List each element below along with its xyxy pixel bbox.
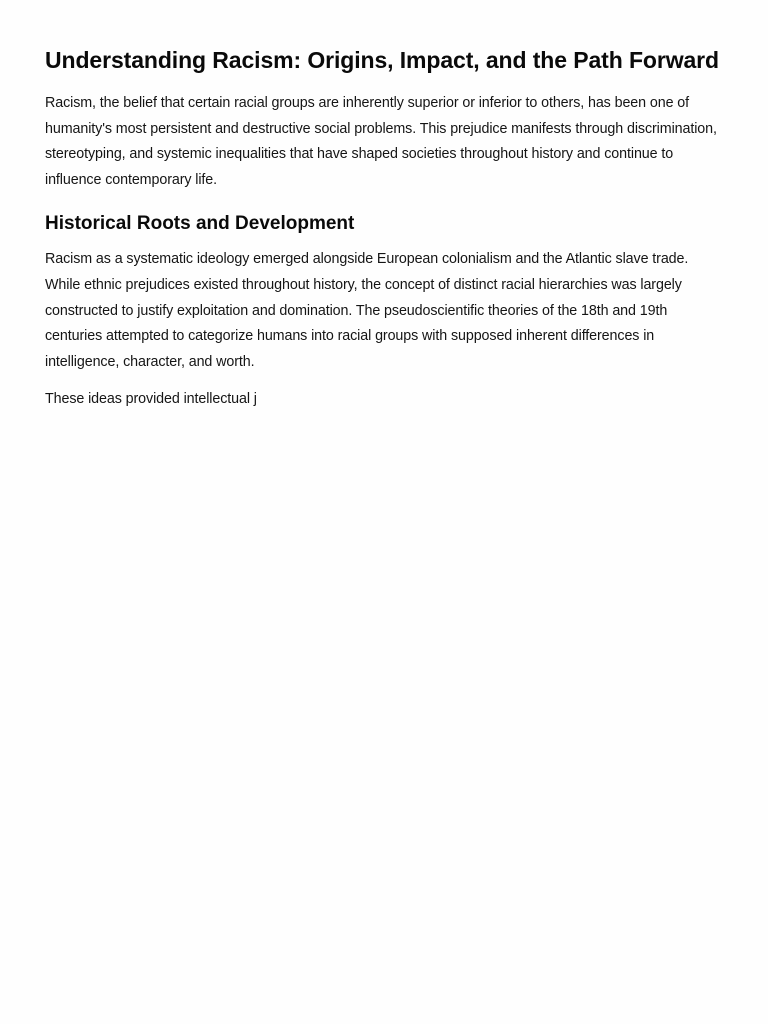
intro-paragraph: Racism, the belief that certain racial groups are inherently superior or inferior to others, has been one of humanity's most persistent and destructive social problems. This prejudice manifests through discrimination, stereotyping, and systemic inequalities that have shaped societies throughout history and continue to influence contemporary life. bbox=[45, 95, 717, 188]
page-title: Understanding Racism: Origins, Impact, and the Path Forward bbox=[45, 47, 719, 73]
section-heading-historical-roots: Historical Roots and Development bbox=[45, 213, 355, 235]
section-paragraph-truncated: These ideas provided intellectual j bbox=[45, 391, 257, 408]
section-paragraph: Racism as a systematic ideology emerged alongside European colonialism and the Atlantic slave trade. While ethnic prejudices existed throughout history, the concept of distinct racial hierarchies was largely constructed to justify exploitation and domination. The pseudoscientific theories of the 18th and 19th centuries attempted to categorize humans into racial groups with supposed inherent differences in intelligence, character, and worth. bbox=[45, 251, 689, 370]
